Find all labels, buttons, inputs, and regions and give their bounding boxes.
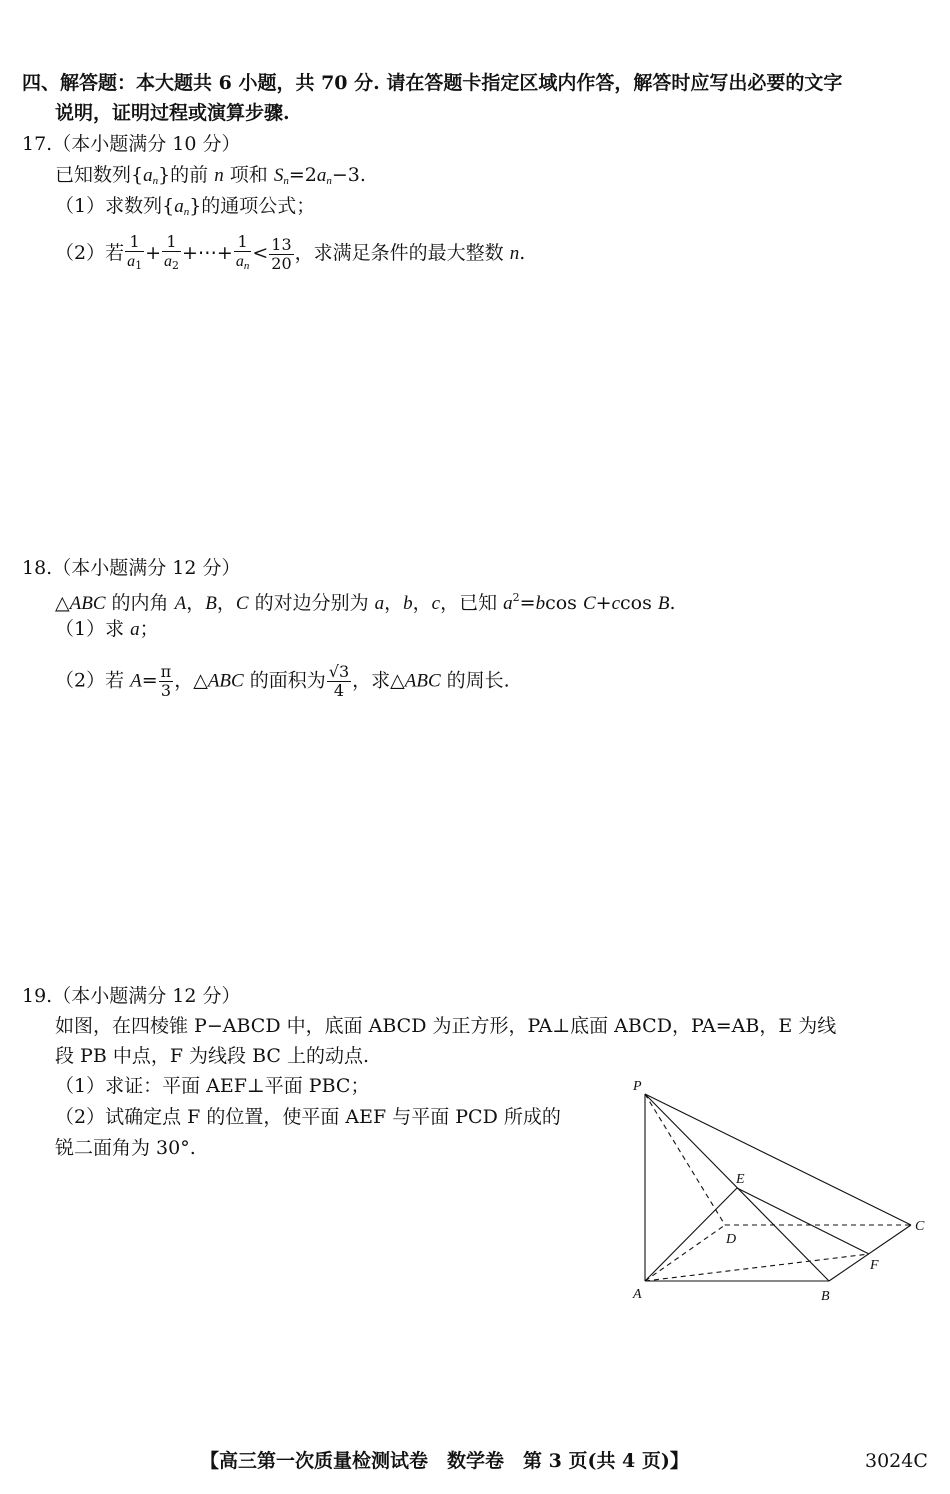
q17-header: 17.（本小题满分 10 分） <box>22 133 241 155</box>
q18-header: 18.（本小题满分 12 分） <box>22 557 241 579</box>
label-C: C <box>915 1219 925 1234</box>
page-footer: 【高三第一次质量检测试卷 数学卷 第 3 页(共 4 页)】 <box>200 1450 689 1472</box>
fraction-pi-over-3: $\frac{\pi}{3}$ <box>160 662 172 700</box>
label-P: P <box>633 1079 642 1094</box>
label-B: B <box>821 1289 830 1304</box>
fraction-1-over-a2: $\frac{1}{a_2}$ <box>164 232 180 272</box>
pyramid-figure <box>615 1070 935 1310</box>
q18-part2: （2）若 A= $\frac{\pi}{3}$ ，△ABC 的面积为 $\frac{√3}{4}$ ，求△ABC 的周长. <box>55 662 510 700</box>
edge-EF <box>737 1188 869 1254</box>
label-E: E <box>736 1172 745 1187</box>
edge-AE <box>645 1188 737 1281</box>
q19-part2-line1: （2）试确定点 F 的位置，使平面 AEF 与平面 PCD 所成的 <box>55 1106 561 1128</box>
q18-stem: △ABC 的内角 A，B，C 的对边分别为 a，b，c，已知 $a^2=bcos$ C+ccos B. <box>55 591 676 614</box>
q19-part1: （1）求证：平面 AEF⊥平面 PBC； <box>55 1075 370 1097</box>
label-F: F <box>870 1258 879 1273</box>
q19-header: 19.（本小题满分 12 分） <box>22 985 241 1007</box>
label-D: D <box>726 1232 737 1247</box>
q19-stem-line2: 段 PB 中点，F 为线段 BC 上的动点. <box>55 1045 370 1067</box>
paper-code: 3024C <box>865 1450 928 1472</box>
label-A: A <box>633 1287 642 1302</box>
fraction-sqrt3-over-4: $\frac{√3}{4}$ <box>328 662 350 700</box>
q19-stem-line1: 如图，在四棱锥 P−ABCD 中，底面 ABCD 为正方形，PA⊥底面 ABCD，PA=AB，E 为线 <box>55 1015 837 1037</box>
fraction-1-over-a1: $\frac{1}{a_1}$ <box>127 232 143 272</box>
section-heading-line1: 四、解答题：本大题共 6 小题，共 70 分. 请在答题卡指定区域内作答，解答时应写出必要的文字 <box>22 72 843 94</box>
q17-part1: （1）求数列$\{a_n\}$的通项公式； <box>55 195 316 218</box>
q17-stem: 已知数列$\{a_n\}$的前 n 项和 $S_n=2a_n-3$. <box>55 164 366 187</box>
fraction-13-over-20: $\frac{13}{20}$ <box>271 234 292 273</box>
q18-part1: （1）求 a； <box>55 618 159 640</box>
section-heading-line2: 说明，证明过程或演算步骤. <box>55 102 290 124</box>
edge-AD <box>645 1225 725 1281</box>
q17-part2: （2）若 $\frac{1}{a_1}$ + $\frac{1}{a_2}$ +⋯+ $\frac{1}{a_n}$ < $\frac{13}{20}$ ，求满足条件的最大整数 n. <box>55 233 525 275</box>
fraction-1-over-an: $\frac{1}{a_n}$ <box>235 232 250 272</box>
q19-part2-line2: 锐二面角为 30°. <box>55 1137 196 1159</box>
